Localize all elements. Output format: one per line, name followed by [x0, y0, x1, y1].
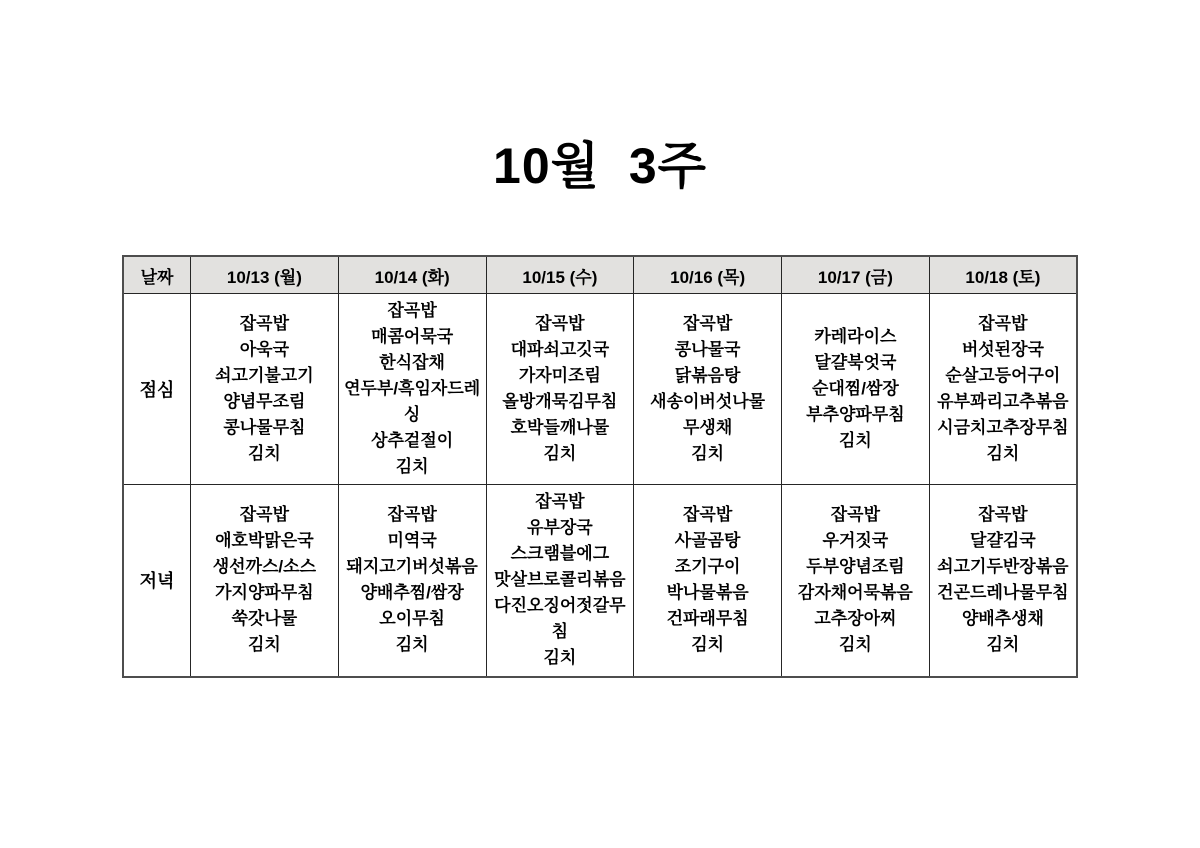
menu-item: 달걀북엇국	[814, 353, 897, 372]
menu-item: 카레라이스	[814, 327, 897, 346]
menu-cell-1-1	[338, 485, 486, 677]
menu-item: 맛살브로콜리볶음	[494, 570, 626, 590]
menu-item: 순살고등어구이	[945, 366, 1061, 385]
day-header-0: 10/13 (월)	[191, 256, 339, 294]
day-header-5: 10/18 (토)	[929, 256, 1077, 294]
menu-item: 사골곰탕	[674, 531, 741, 551]
menu-item: 잡곡밥	[978, 505, 1028, 525]
menu-item: 감자채어묵볶음	[797, 583, 913, 603]
menu-cell-1-4	[782, 485, 930, 677]
menu-item: 닭볶음탕	[674, 366, 741, 385]
menu-cell-0-2	[486, 294, 634, 485]
menu-item: 건곤드레나물무침	[937, 583, 1069, 603]
day-header-1: 10/14 (화)	[338, 256, 486, 294]
menu-item: 양배추생채	[961, 609, 1044, 629]
day-header-4: 10/17 (금)	[782, 256, 930, 294]
menu-item: 버섯된장국	[961, 340, 1044, 359]
header-row	[123, 256, 1077, 294]
menu-item: 잡곡밥	[535, 492, 585, 512]
day-header-3: 10/16 (목)	[634, 256, 782, 294]
menu-item: 대파쇠고깃국	[510, 340, 610, 359]
menu-cell-0-5	[929, 294, 1077, 485]
menu-row-1	[123, 485, 1077, 677]
menu-item: 김치	[986, 444, 1020, 463]
menu-item: 돼지고기버섯볶음	[346, 557, 478, 577]
menu-item: 김치	[543, 444, 577, 463]
menu-item: 김치	[986, 635, 1020, 655]
menu-cell-1-5	[929, 485, 1077, 677]
menu-item: 스크램블에그	[510, 544, 610, 564]
menu-item: 잡곡밥	[978, 314, 1028, 333]
weekly-menu-table	[122, 255, 1078, 678]
menu-cell-0-1	[338, 294, 486, 485]
menu-item: 잡곡밥	[239, 505, 290, 525]
menu-item: 콩나물국	[674, 340, 741, 359]
menu-item: 김치	[247, 635, 281, 655]
menu-cell-0-3	[634, 294, 782, 485]
menu-item: 두부양념조림	[806, 557, 905, 577]
menu-item: 매콤어묵국	[371, 327, 454, 346]
menu-item: 김치	[395, 457, 429, 476]
menu-item: 쇠고기두반장볶음	[937, 557, 1069, 577]
menu-item: 유부장국	[527, 518, 593, 538]
menu-item: 무생채	[682, 418, 733, 437]
menu-item: 달걀김국	[970, 531, 1036, 551]
menu-item: 콩나물무침	[223, 418, 306, 437]
menu-cell-0-0	[191, 294, 339, 485]
page-title: 10월 3주	[493, 138, 707, 194]
menu-item: 잡곡밥	[682, 505, 733, 525]
menu-item: 김치	[395, 635, 429, 655]
day-header-2: 10/15 (수)	[486, 256, 634, 294]
menu-item: 김치	[691, 444, 725, 463]
menu-item: 김치	[247, 444, 281, 463]
menu-item: 새송이버섯나물	[650, 392, 766, 411]
menu-cell-1-2	[486, 485, 634, 677]
menu-item: 시금치고추장무침	[937, 418, 1069, 437]
menu-item: 상추겉절이	[371, 431, 454, 450]
menu-item: 조기구이	[674, 557, 741, 577]
menu-item: 우거짓국	[822, 531, 889, 551]
menu-item: 고추장아찌	[814, 609, 897, 629]
menu-item: 쇠고기불고기	[215, 366, 314, 385]
menu-item: 부추양파무침	[806, 405, 905, 424]
menu-item: 김치	[691, 635, 725, 655]
menu-item: 잡곡밥	[830, 505, 881, 525]
meal-label: 점심	[123, 294, 191, 485]
menu-item: 양념무조림	[223, 392, 306, 411]
menu-item: 애호박맑은국	[215, 531, 314, 551]
meal-label: 저녁	[123, 485, 191, 677]
menu-item: 김치	[838, 635, 872, 655]
menu-item: 잡곡밥	[239, 314, 290, 333]
menu-item: 오이무침	[379, 609, 445, 629]
menu-item: 순대찜/쌈장	[811, 379, 899, 398]
menu-body	[123, 294, 1077, 677]
menu-item: 연두부/흑임자드레싱	[344, 379, 481, 424]
menu-item: 김치	[543, 648, 577, 668]
menu-item: 잡곡밥	[387, 505, 437, 525]
menu-item: 김치	[838, 431, 872, 450]
menu-cell-0-4	[782, 294, 930, 485]
menu-row-0	[123, 294, 1077, 485]
menu-item: 아욱국	[239, 340, 290, 359]
date-label-cell: 날짜	[123, 256, 191, 294]
menu-item: 가지양파무침	[215, 583, 314, 603]
menu-item: 잡곡밥	[682, 314, 733, 333]
menu-cell-1-3	[634, 485, 782, 677]
menu-item: 다진오징어젓갈무침	[494, 596, 626, 642]
menu-item: 올방개묵김무침	[502, 392, 618, 411]
menu-item: 유부꽈리고추볶음	[937, 392, 1069, 411]
menu-item: 미역국	[387, 531, 437, 551]
menu-item: 호박들깨나물	[510, 418, 610, 437]
menu-item: 쑥갓나물	[231, 609, 298, 629]
menu-table-head	[123, 256, 1077, 294]
menu-item: 박나물볶음	[666, 583, 749, 603]
menu-item: 한식잡채	[379, 353, 445, 372]
menu-cell-1-0	[191, 485, 339, 677]
menu-item: 잡곡밥	[387, 301, 437, 320]
menu-item: 가자미조림	[518, 366, 601, 385]
menu-item: 생선까스/소스	[212, 557, 316, 577]
menu-item: 양배추찜/쌈장	[360, 583, 464, 603]
menu-item: 잡곡밥	[535, 314, 585, 333]
menu-item: 건파래무침	[666, 609, 749, 629]
